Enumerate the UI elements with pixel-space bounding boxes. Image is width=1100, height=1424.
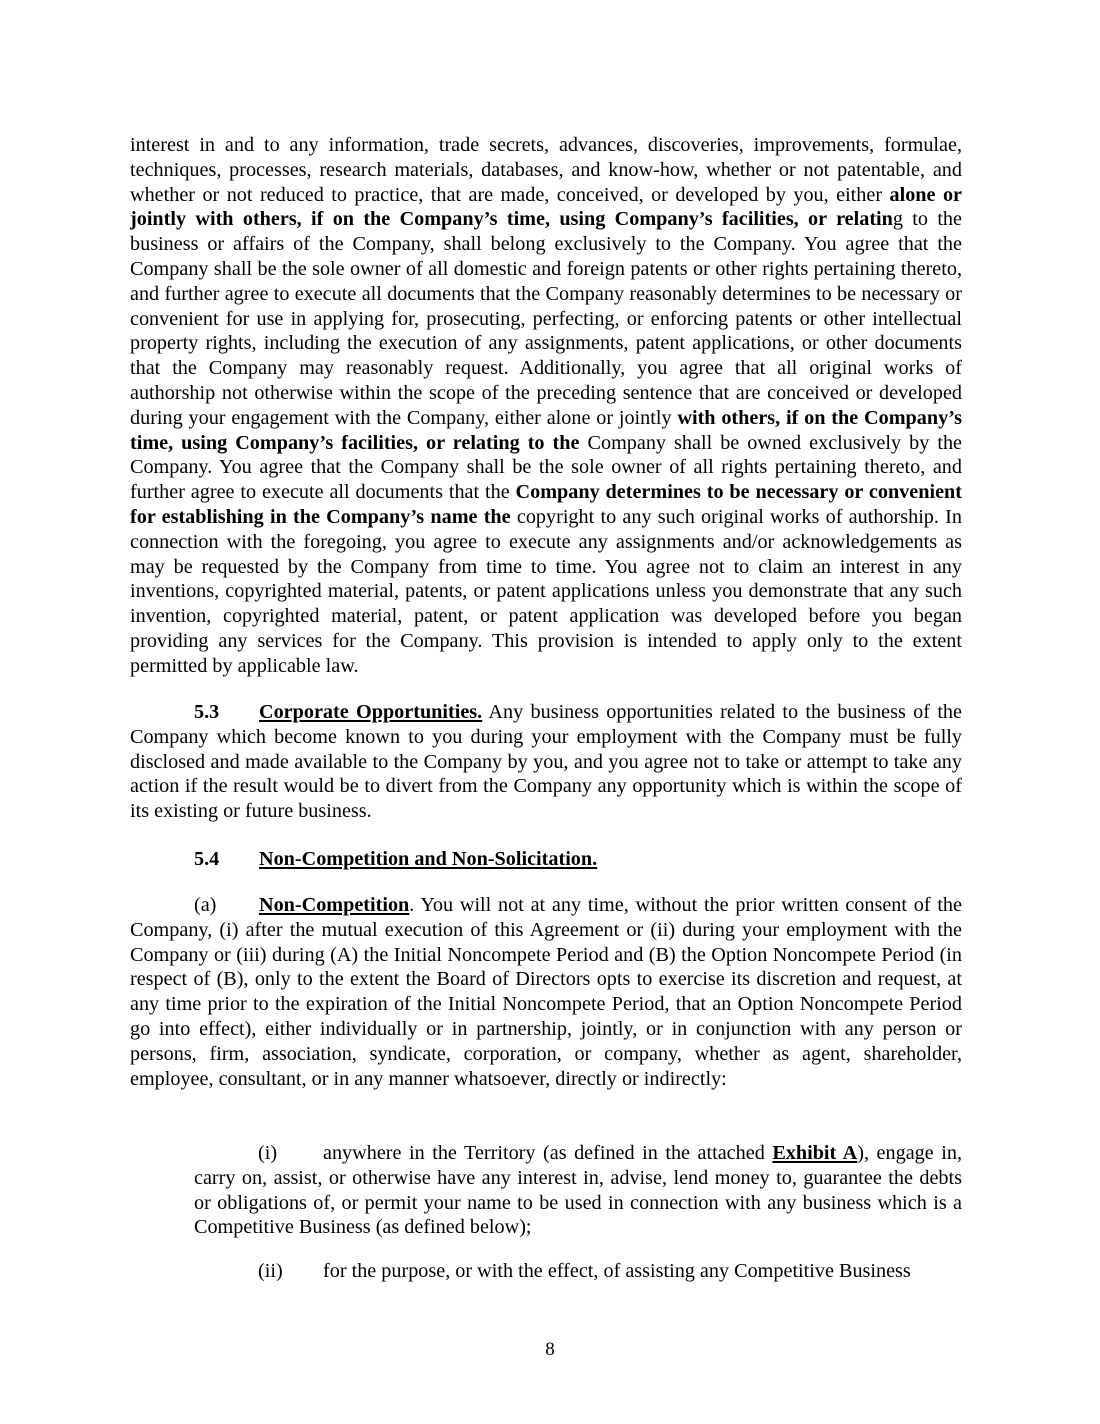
exhibit-reference: Exhibit A — [772, 1142, 858, 1164]
ip-assignment-paragraph — [130, 133, 962, 679]
subsection-label: (a) — [194, 894, 217, 916]
page-number: 8 — [545, 1339, 555, 1360]
section-number: 5.3 — [194, 701, 220, 723]
section-heading: Corporate Opportunities. — [259, 701, 483, 723]
bold-text: Company determines to be necessary or convenient for establishing in the Company’s name the — [130, 481, 962, 528]
item-label: (ii) — [258, 1260, 283, 1282]
paragraph-text: Company shall be owned exclusively by the Company. You agree that the Company shall be the sole owner of all rights pertaining thereto, and further agree to execute all documents that the — [130, 431, 962, 504]
section-5-4 — [130, 847, 962, 872]
bold-text: alone or jointly with others, if on the Company’s time, using Company’s facilities, or relatin — [130, 183, 962, 231]
bold-text: with others, if on the Company’s time, using Company’s facilities, or relating to the — [130, 406, 962, 454]
subsection-heading: Non-Competition — [259, 894, 410, 916]
section-heading: Non-Competition and Non-Solicitation. — [259, 848, 598, 870]
section-5-3 — [130, 700, 962, 824]
section-number: 5.4 — [194, 848, 220, 870]
subsection-a — [130, 893, 962, 1091]
subsection-body: . You will not at any time, without the prior written consent of the Company, (i) after the mutual execution of this Agreement or (ii) during your employment with the Company or (iii) during (A) the Initial Noncompete Period and (B) the Option Noncompete Period (in respect of (B), only to the extent the Board of Directors opts to exercise its discretion and request, at any time prior to the expiration of the Initial Noncompete Period, that an Option Noncompete Period go into effect), either individually or in partnership, jointly, or in conjunction with any person or persons, firm, association, syndicate, corporation, or company, whether as agent, shareholder, employee, consultant, or in any manner whatsoever, directly or indirectly: — [130, 894, 962, 1090]
list-item-ii — [194, 1259, 962, 1284]
item-text: anywhere in the Territory (as defined in the attached — [323, 1142, 773, 1164]
paragraph-text: interest in and to any information, trade secrets, advances, discoveries, improvements, formulae, techniques, processes, research materials, databases, and know-how, whether or not patentable, and whether or not reduced to practice, that are made, conceived, or developed by you, either — [130, 134, 962, 206]
paragraph-text: g to the business or affairs of the Company, shall belong exclusively to the Company. You agree that the Company shall be the sole owner of all domestic and foreign patents or other rights pertaining thereto, and further agree to execute all documents that the Company reasonably determines to be necessary or convenient for use in applying for, prosecuting, perfecting, or enforcing patents or other intellectual property rights, including the execution of any assignments, patent applications, or other documents that the Company may reasonably request. Additionally, you agree that all original works of authorship not otherwise within the scope of the preceding sentence that are conceived or developed during your engagement with the Company, either alone or jointly — [130, 208, 962, 429]
list-item-i — [194, 1141, 962, 1240]
item-text: for the purpose, or with the effect, of assisting any Competitive Business — [323, 1260, 911, 1282]
item-label: (i) — [258, 1142, 278, 1164]
section-body: Any business opportunities related to the business of the Company which become known to you during your employment with the Company must be fully disclosed and made available to the Company by you, and you agree not to take or attempt to take any action if the result would be to divert from the Company any opportunity which is within the scope of its existing or future business. — [130, 701, 962, 823]
item-text: ), engage in, carry on, assist, or otherwise have any interest in, advise, lend money to, guarantee the debts or obligations of, or permit your name to be used in connection with any business which is a Competitive Business (as defined below); — [194, 1142, 962, 1239]
paragraph-text: copyright to any such original works of authorship. In connection with the foregoing, you agree to execute any assignments and/or acknowledgements as may be requested by the Company from time to time. You agree not to claim an interest in any inventions, copyrighted material, patents, or patent applications unless you demonstrate that any such invention, copyrighted material, patent, or patent application was developed before you began providing any services for the Company. This provision is intended to apply only to the extent permitted by applicable law. — [130, 505, 962, 677]
